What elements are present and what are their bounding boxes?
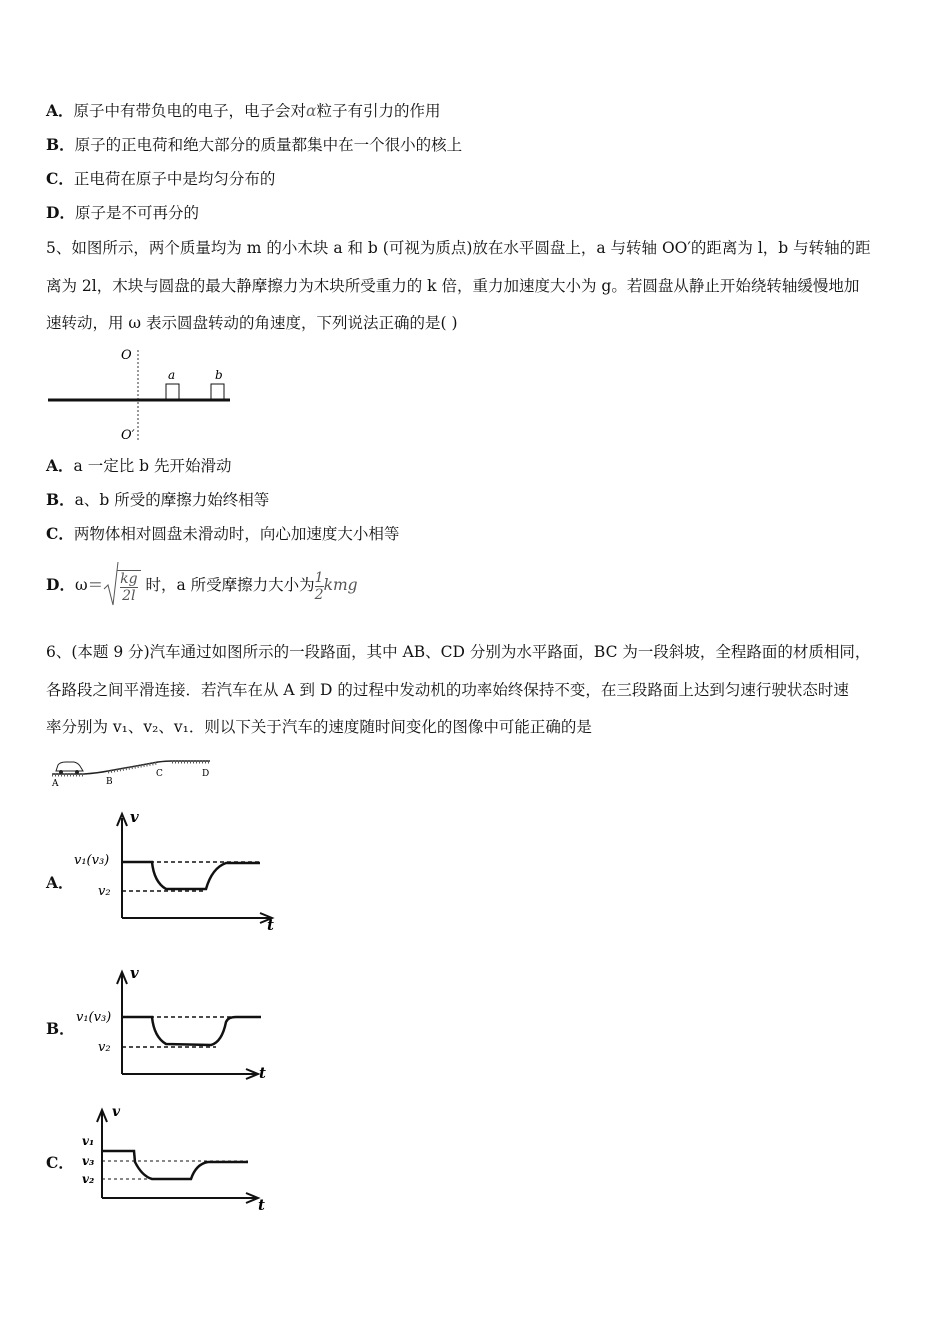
car-wheel-icon [59, 770, 63, 774]
q6-graph-b [76, 962, 276, 1087]
q6-stem-line3: 率分别为 v₁、v₂、v₁．则以下关于汽车的速度随时间变化的图像中可能正确的是 [46, 718, 592, 736]
t-axis-label: t [259, 1064, 266, 1082]
option-label: B． [46, 135, 75, 154]
block-b [211, 384, 224, 399]
alpha-symbol: α [306, 102, 317, 120]
q5-stem-line3: 速转动，用 ω 表示圆盘转动的角速度，下列说法正确的是( ) [46, 314, 458, 332]
q5-stem-line1: 5、如图所示，两个质量均为 m 的小木块 a 和 b (可视为质点)放在水平圆盘上，a 与转轴 OO′的距离为 l，b 与转轴的距 [46, 239, 871, 257]
q5-stem-line2: 离为 2l，木块与圆盘的最大静摩擦力为木块所受重力的 k 倍，重力加速度大小为 g。若圆盘从静止开始绕转轴缓慢地加 [46, 277, 860, 295]
q5-disk-figure [44, 344, 244, 444]
option-text: 原子的正电荷和绝大部分的质量都集中在一个很小的核上 [74, 136, 463, 154]
block-a [166, 384, 179, 399]
upper-velocity-label: v₁(v₃) [74, 853, 110, 868]
sqrt-expression [103, 561, 140, 611]
v-axis-label: v [112, 1104, 121, 1120]
q6-road-figure [46, 754, 216, 790]
option-text: 原子中有带负电的电子，电子会对 [73, 102, 307, 120]
option-text-mid: 时，a 所受摩擦力大小为 [140, 576, 315, 594]
option-text-tail: 粒子有引力的作用 [316, 102, 441, 120]
velocity-curve [122, 862, 260, 889]
velocity-curve [102, 1151, 248, 1179]
road-label-b: B [106, 777, 113, 787]
option-text: 两物体相对圆盘未滑动时，向心加速度大小相等 [73, 525, 400, 543]
road-label-c: C [156, 769, 163, 779]
sqrt-fraction [117, 570, 140, 604]
v1-label: v₁ [82, 1134, 95, 1148]
road-label-d: D [202, 769, 210, 779]
car-icon [56, 762, 83, 771]
q4-option-c [46, 168, 275, 190]
t-axis-label: t [258, 1196, 265, 1214]
t-axis-label: t [267, 916, 274, 934]
sqrt-numerator: kg [120, 571, 138, 587]
option-label: C． [46, 169, 74, 188]
half-fraction [315, 570, 324, 603]
option-text: 正电荷在原子中是均匀分布的 [73, 170, 276, 188]
option-label: A． [46, 456, 74, 475]
q6-stem-line1: 6、(本题 9 分)汽车通过如图所示的一段路面，其中 AB、CD 分别为水平路面，BC 为一段斜坡，全程路面的材质相同， [46, 643, 871, 661]
v3-label: v₃ [82, 1154, 95, 1168]
radical-sign [103, 561, 119, 607]
q6-graph-a [70, 808, 285, 938]
upper-velocity-label: v₁(v₃) [76, 1010, 112, 1025]
axis-label-o: O [121, 348, 132, 363]
axis-label-o-prime: O′ [121, 428, 135, 443]
fraction-denominator: 2 [314, 586, 324, 603]
q6-option-a-label: A． [46, 873, 74, 892]
fraction-numerator: 1 [314, 569, 324, 586]
option-label: D． [46, 203, 75, 222]
q5-option-b [46, 489, 269, 511]
q4-option-d [46, 202, 199, 224]
option-label: D． [46, 575, 75, 594]
velocity-curve [122, 1017, 261, 1045]
option-label: C． [46, 524, 74, 543]
v-axis-label: v [130, 808, 139, 826]
block-a-label: a [168, 368, 176, 382]
kmg-term: kmg [323, 576, 358, 594]
q4-option-a [46, 100, 441, 122]
q4-option-b [46, 134, 462, 156]
omega-equals: ω＝ [74, 576, 104, 594]
q5-option-c [46, 523, 399, 545]
v2-label: v₂ [82, 1172, 95, 1186]
road-label-a: A [52, 779, 59, 789]
q5-option-d [46, 560, 358, 611]
lower-velocity-label: v₂ [98, 1040, 111, 1055]
q6-stem-line2: 各路段之间平滑连接．若汽车在从 A 到 D 的过程中发动机的功率始终保持不变，在三段路面上达到匀速行驶状态时速 [46, 681, 849, 699]
option-text: a、b 所受的摩擦力始终相等 [74, 491, 270, 509]
block-b-label: b [215, 368, 223, 382]
q5-option-a [46, 455, 231, 477]
option-label: A． [46, 101, 74, 120]
option-text: 原子是不可再分的 [74, 204, 199, 222]
v-axis-label: v [130, 964, 139, 982]
q6-option-c-label: C． [46, 1153, 74, 1172]
q6-option-b-label: B． [46, 1019, 75, 1038]
lower-velocity-label: v₂ [98, 884, 111, 899]
option-text: a 一定比 b 先开始滑动 [73, 457, 232, 475]
q6-graph-c [76, 1100, 276, 1215]
car-wheel-icon [75, 770, 79, 774]
option-label: B． [46, 490, 75, 509]
sqrt-denominator: 2l [120, 587, 137, 604]
